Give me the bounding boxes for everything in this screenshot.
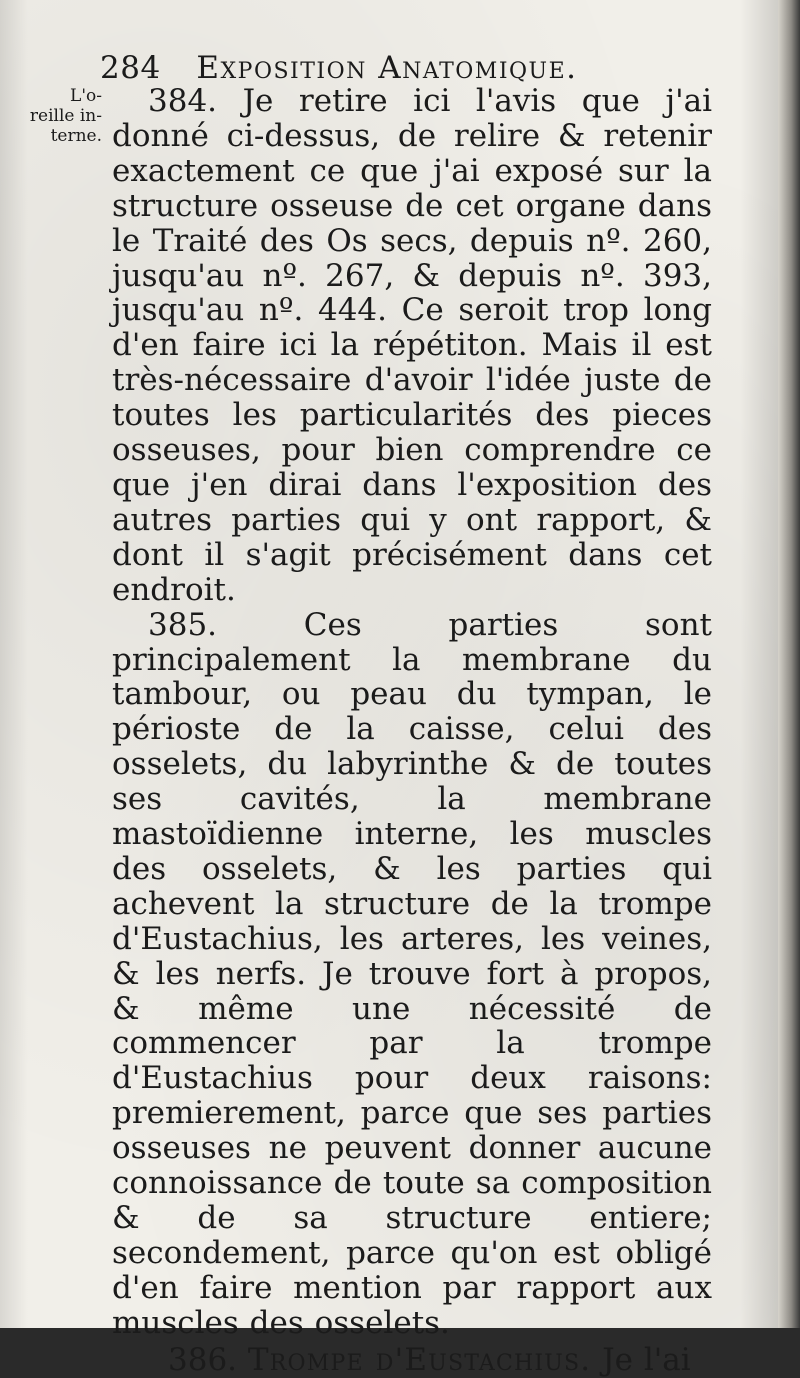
running-title: Exposition Anatomique. bbox=[196, 50, 578, 86]
margin-note-line: terne. bbox=[50, 126, 102, 146]
scan-edge bbox=[778, 0, 800, 1328]
page-number: 284 bbox=[100, 50, 161, 86]
body-text bbox=[112, 84, 712, 1378]
paragraph-text: Je l'ai bbox=[602, 1341, 691, 1378]
section-heading: Trompe d'Eustachius. bbox=[247, 1341, 592, 1378]
margin-note-line: L'o- bbox=[70, 86, 102, 106]
paragraph-384: 384. Je retire ici l'avis que j'ai donné ci-dessus, de relire & retenir exactement ce que j'ai exposé sur la structure osseuse de cet organe dans le Traité des Os secs, depuis nº. 260, jusqu'au nº. 267, & depuis nº. 393, jusqu'au nº. 444. Ce seroit trop long d'en faire ici la répétiton. Mais il est très-nécessaire d'avoir l'idée juste de toutes les particularités des pieces osseuses, pour bien comprendre ce que j'en dirai dans l'exposition des autres parties qui y ont rapport, & dont il s'agit précisément dans cet endroit. bbox=[112, 83, 712, 608]
paragraph-385: 385. Ces parties sont principalement la membrane du tambour, ou peau du tympan, le périoste de la caisse, celui des osselets, du labyrinthe & de toutes ses cavités, la membrane mastoïdienne interne, les muscles des osselets, & les parties qui achevent la structure de la trompe d'Eustachius, les arteres, les veines, & les nerfs. Je trouve fort à propos, & même une nécessité de commencer par la trompe d'Eustachius pour deux raisons: premierement, parce que ses parties osseuses ne peuvent donner aucune connoissance de toute sa composition & de sa structure entiere; secondement, parce qu'on est obligé d'en faire mention par rapport aux muscles des osselets. bbox=[112, 606, 712, 1341]
paragraph-number: 386. bbox=[168, 1341, 238, 1378]
margin-note bbox=[2, 86, 102, 146]
paragraph-386 bbox=[112, 1343, 712, 1378]
page-header bbox=[100, 48, 620, 88]
margin-note-line: reille in- bbox=[29, 106, 102, 126]
